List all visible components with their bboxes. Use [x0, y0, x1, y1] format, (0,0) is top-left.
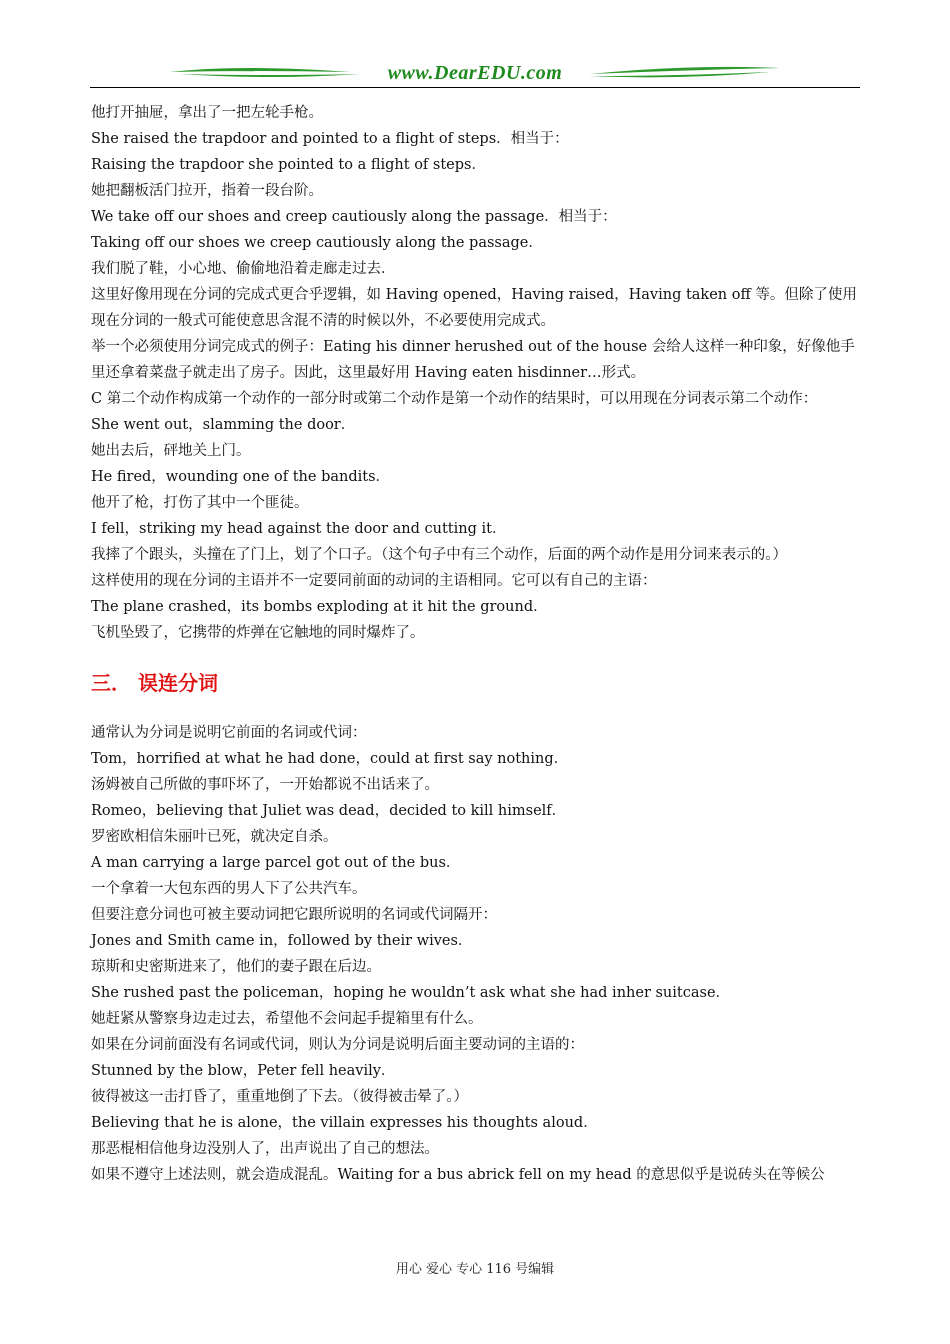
text-line: 我们脱了鞋，小心地、偷偷地沿着走廊走过去．	[91, 261, 396, 277]
text-line: 她赶紧从警察身边走过去，希望他不会问起手提箱里有什么。	[91, 1011, 483, 1027]
text-line: Romeo，believing that Juliet was dead，decided to kill himself．	[91, 803, 567, 819]
text-line: 通常认为分词是说明它前面的名词或代词：	[91, 725, 367, 741]
text-line: I fell，striking my head against the door and cutting it．	[91, 521, 507, 537]
text-line: 她出去后，砰地关上门。	[91, 443, 251, 459]
text-line: Raising the trapdoor she pointed to a flight of steps．	[91, 157, 486, 173]
text-line: 如果不遵守上述法则，就会造成混乱。Waiting for a bus abrick fell on my head 的意思似乎是说砖头在等候公	[91, 1167, 825, 1183]
text-line: She went out，slamming the door．	[91, 417, 356, 433]
text-line: She rushed past the policeman，hoping he wouldn’t ask what she had inher suitcase．	[91, 985, 731, 1001]
page-footer: 用心 爱心 专心 116 号编辑	[395, 1262, 555, 1277]
text-line: 他开了枪，打伤了其中一个匪徒。	[91, 495, 309, 511]
text-line: 琼斯和史密斯进来了，他们的妻子跟在后边。	[91, 959, 381, 975]
text-line: 一个拿着一大包东西的男人下了公共汽车。	[91, 881, 367, 897]
text-line: 彼得被这一击打昏了，重重地倒了下去。（彼得被击晕了。）	[91, 1089, 468, 1105]
text-line: 他打开抽屉，拿出了一把左轮手枪。	[91, 105, 323, 121]
text-line: The plane crashed，its bombs exploding at it hit the ground．	[91, 599, 548, 615]
text-line: 罗密欧相信朱丽叶已死，就决定自杀。	[91, 829, 338, 845]
text-line: Tom，horrified at what he had done，could at first say nothing．	[91, 751, 569, 767]
text-paragraph: 举一个必须使用分词完成式的例子：Eating his dinner herushed out of the house 会给人这样一种印象，好像他手里还拿着菜盘子就走出了房子。因此，这里最好用 Having eaten hisdinner…形式。	[91, 339, 855, 381]
text-line: 但要注意分词也可被主要动词把它跟所说明的名词或代词隔开：	[91, 907, 497, 923]
section-heading: 三． 误连分词	[91, 671, 218, 695]
text-line: 汤姆被自己所做的事吓坏了，一开始都说不出话来了。	[91, 777, 439, 793]
section-2	[91, 720, 861, 1188]
text-line: 这样使用的现在分词的主语并不一定要同前面的动词的主语相同。它可以有自己的主语：	[91, 573, 657, 589]
text-line: We take off our shoes and creep cautiously along the passage．相当于：	[91, 209, 617, 225]
text-line: 飞机坠毁了，它携带的炸弹在它触地的同时爆炸了。	[91, 625, 425, 641]
text-paragraph: C 第二个动作构成第一个动作的一部分时或第二个动作是第一个动作的结果时，可以用现在分词表示第二个动作：	[91, 391, 818, 407]
text-line: Believing that he is alone，the villain expresses his thoughts aloud．	[91, 1115, 598, 1131]
text-paragraph: 我摔了个跟头，头撞在了门上，划了个口子。（这个句子中有三个动作，后面的两个动作是用分词来表示的。）	[91, 547, 787, 563]
text-line: 如果在分词前面没有名词或代词，则认为分词是说明后面主要动词的主语的：	[91, 1037, 584, 1053]
text-line: 那恶棍相信他身边没别人了，出声说出了自己的想法。	[91, 1141, 439, 1157]
section-1	[91, 100, 861, 646]
header-divider	[90, 87, 860, 88]
text-line: 她把翻板活门拉开，指着一段台阶。	[91, 183, 323, 199]
text-line: She raised the trapdoor and pointed to a flight of steps．相当于：	[91, 131, 569, 147]
site-logo-text: www.DearEDU.com	[387, 62, 563, 84]
text-line: Taking off our shoes we creep cautiously along the passage．	[91, 235, 543, 251]
document-body	[91, 100, 861, 1188]
text-line: A man carrying a large parcel got out of the bus．	[91, 855, 461, 871]
text-line: He fired，wounding one of the bandits．	[91, 469, 391, 485]
text-line: Stunned by the blow，Peter fell heavily．	[91, 1063, 396, 1079]
text-paragraph: 这里好像用现在分词的完成式更合乎逻辑，如 Having opened，Having raised，Having taken off 等。但除了使用现在分词的一般式可能使意思含混不清的时候以外，不必要使用完成式。	[91, 287, 857, 329]
text-line: Jones and Smith came in，followed by their wives．	[91, 933, 473, 949]
